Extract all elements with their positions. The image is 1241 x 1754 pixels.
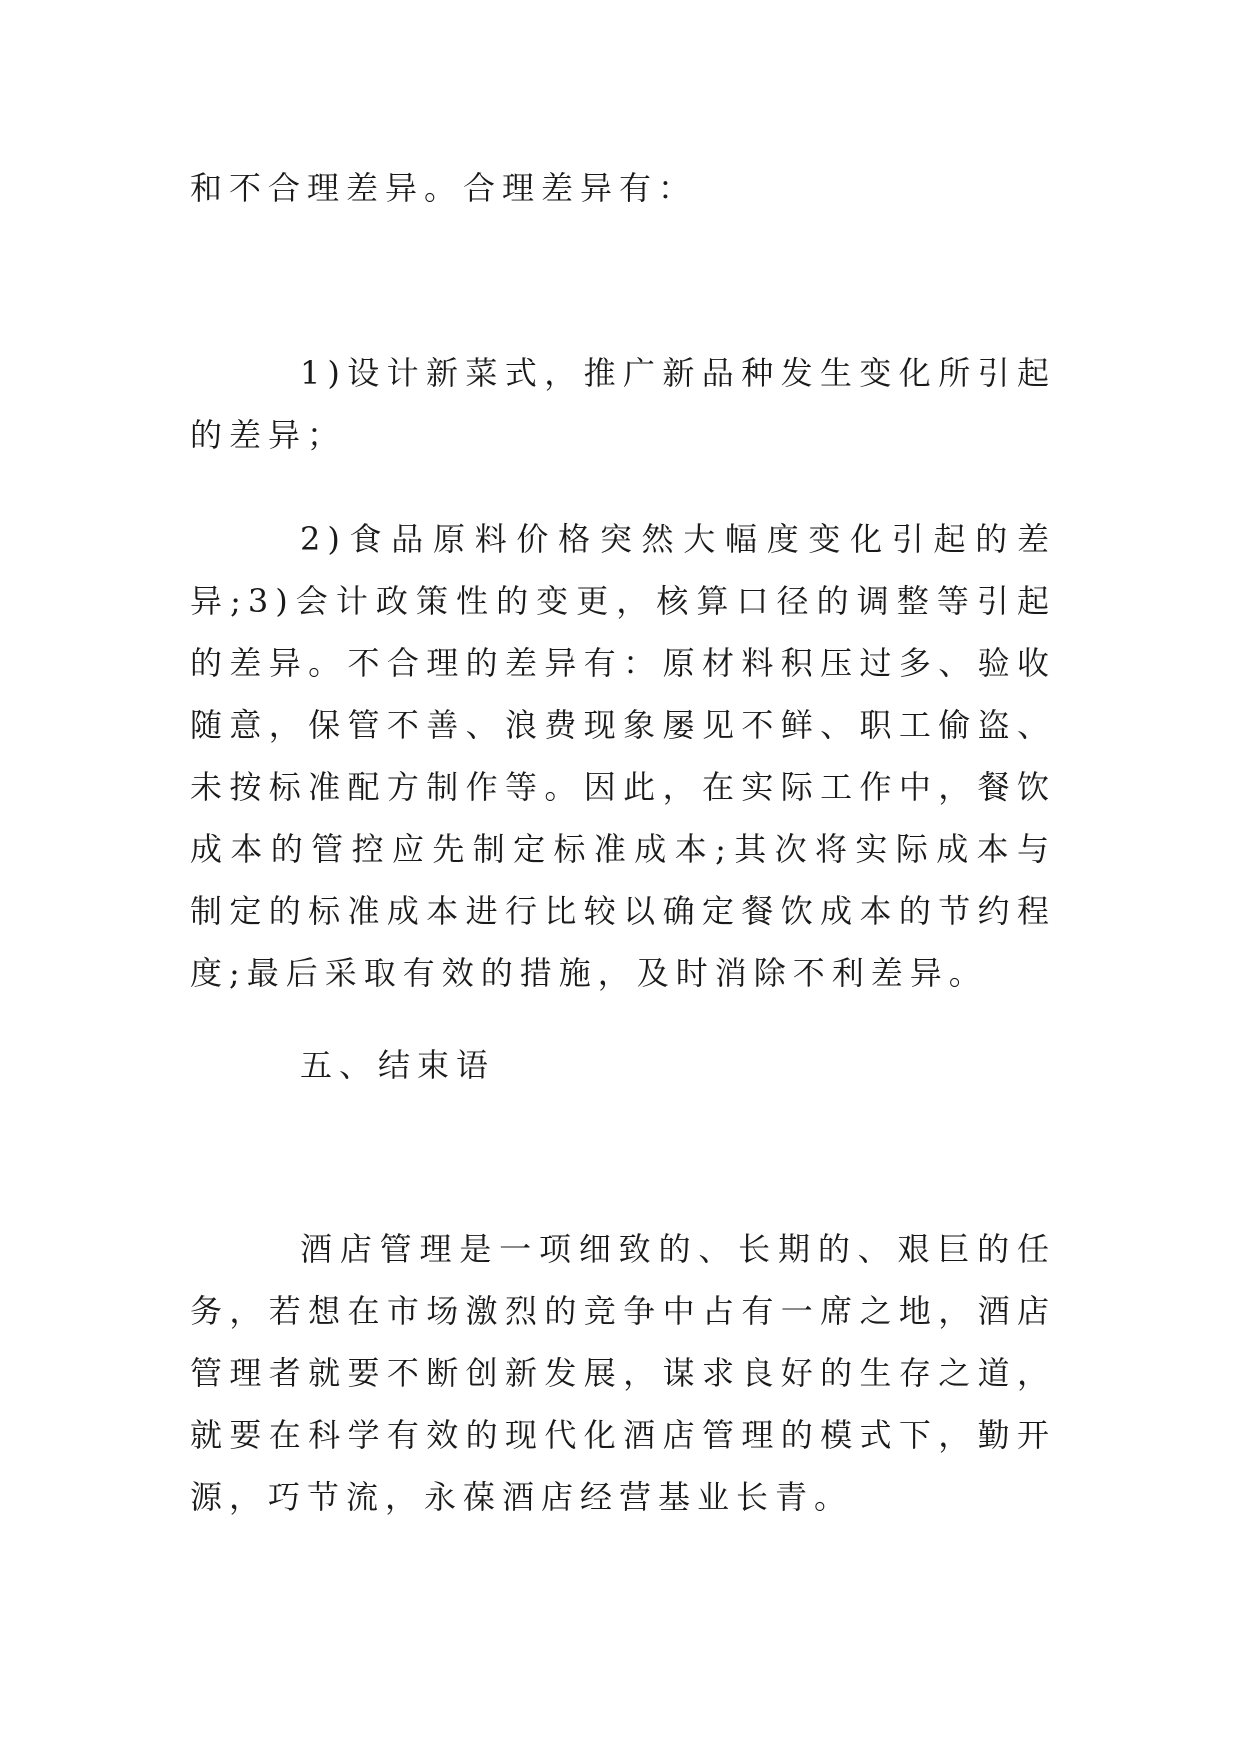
paragraph-continuation: 和不合理差异。合理差异有： — [190, 169, 698, 207]
paragraph-reasonable-difference-2: 2)食品原料价格突然大幅度变化引起的差异;3)会计政策性的变更，核算口径的调整等引起的差异。不合理的差异有：原材料积压过多、验收随意，保管不善、浪费现象屡见不鲜、职工偷盗、未按标准配方制作等。因此，在实际工作中，餐饮成本的管控应先制定标准成本;其次将实际成本与制定的标准成本进行比较以确定餐饮成本的节约程度;最后采取有效的措施，及时消除不利差异。 — [190, 520, 1056, 992]
section-heading-conclusion: 五、结束语 — [300, 1046, 496, 1084]
paragraph-conclusion: 酒店管理是一项细致的、长期的、艰巨的任务，若想在市场激烈的竞争中占有一席之地，酒店管理者就要不断创新发展，谋求良好的生存之道，就要在科学有效的现代化酒店管理的模式下，勤开源，巧节流，永葆酒店经营基业长青。 — [190, 1230, 1056, 1516]
paragraph-reasonable-difference-1: 1)设计新菜式，推广新品种发生变化所引起的差异； — [190, 354, 1056, 454]
